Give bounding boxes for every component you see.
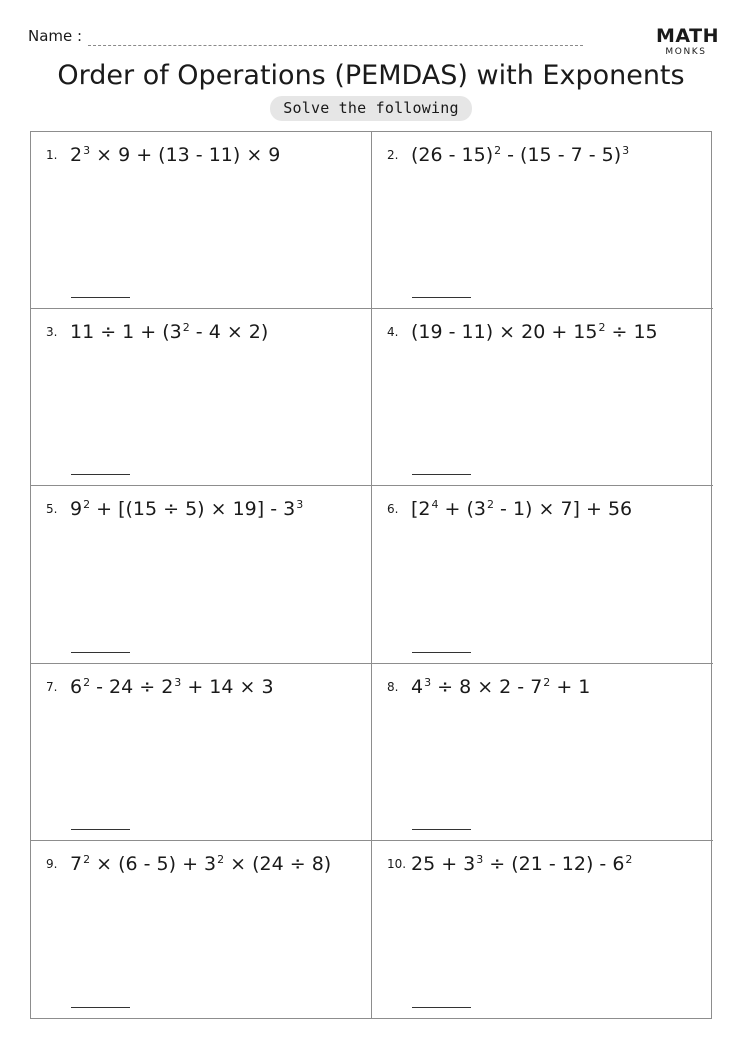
problem-cell — [31, 486, 372, 663]
name-label: Name : — [28, 27, 83, 45]
problem-grid — [30, 131, 712, 1019]
problem-expression: $[2^4 + (3^2 - 1) \times 7] + 56$ — [411, 498, 633, 521]
problem-cell — [372, 486, 713, 663]
problem-number: 4. — [387, 325, 399, 340]
problem-expression: $11 \div 1 + (3^2 - 4 \times 2)$ — [70, 321, 269, 344]
problem-expression: $4^3 \div 8 \times 2 - 7^2 + 1$ — [411, 675, 591, 698]
problem-expression: $(19 - 11) \times 20 + 15^2 \div 15$ — [411, 321, 658, 344]
logo-top-text: MATH — [656, 25, 719, 47]
problem-number: 7. — [46, 679, 58, 694]
problem-number: 3. — [46, 325, 58, 340]
problem-number: 1. — [46, 148, 58, 162]
answer-line[interactable] — [71, 829, 130, 830]
problem-expression: $7^2 \times (6 - 5) + 3^2 \times (24 \div 8)$ — [70, 852, 332, 875]
answer-line[interactable] — [71, 652, 130, 653]
problem-cell — [31, 309, 372, 486]
name-field-row — [28, 26, 583, 46]
problem-expression: $6^2 - 24 \div 2^3 + 14 \times 3$ — [70, 675, 274, 698]
problem-cell — [31, 841, 372, 1018]
answer-line[interactable] — [412, 474, 471, 475]
answer-line[interactable] — [412, 829, 471, 830]
problem-cell — [372, 309, 713, 486]
name-input-line[interactable] — [88, 28, 583, 46]
math-monks-logo — [656, 25, 719, 58]
logo-bottom-text: MONKS — [665, 47, 707, 57]
problem-number: 6. — [387, 502, 399, 517]
problem-number: 8. — [387, 679, 399, 694]
problem-number: 10. — [387, 856, 407, 871]
answer-line[interactable] — [412, 1007, 471, 1008]
worksheet-title: Order of Operations (PEMDAS) with Exponents — [57, 60, 685, 91]
answer-line[interactable] — [71, 1007, 130, 1008]
answer-line[interactable] — [412, 652, 471, 653]
problem-cell — [372, 132, 713, 309]
answer-line[interactable] — [412, 297, 471, 298]
instructions-badge: Solve the following — [270, 96, 471, 121]
problem-expression: $25 + 3^3 \div (21 - 12) - 6^2$ — [411, 852, 633, 875]
problem-number: 2. — [387, 148, 399, 162]
answer-line[interactable] — [71, 474, 130, 475]
problem-number: 5. — [46, 502, 58, 517]
problem-expression: (26 - 15)$^2$ - (15 - 7 - 5)$^3$ — [411, 144, 630, 166]
problem-expression: $2^3 \times 9 + (13 - 11) \times 9$ — [70, 144, 281, 166]
problem-cell — [372, 841, 713, 1018]
problem-expression: $9^2 + [(15 \div 5) \times 19] - 3^3$ — [70, 498, 304, 521]
problem-number: 9. — [46, 856, 58, 871]
answer-line[interactable] — [71, 297, 130, 298]
problem-cell — [31, 664, 372, 841]
problem-cell — [372, 664, 713, 841]
problem-cell — [31, 132, 372, 309]
